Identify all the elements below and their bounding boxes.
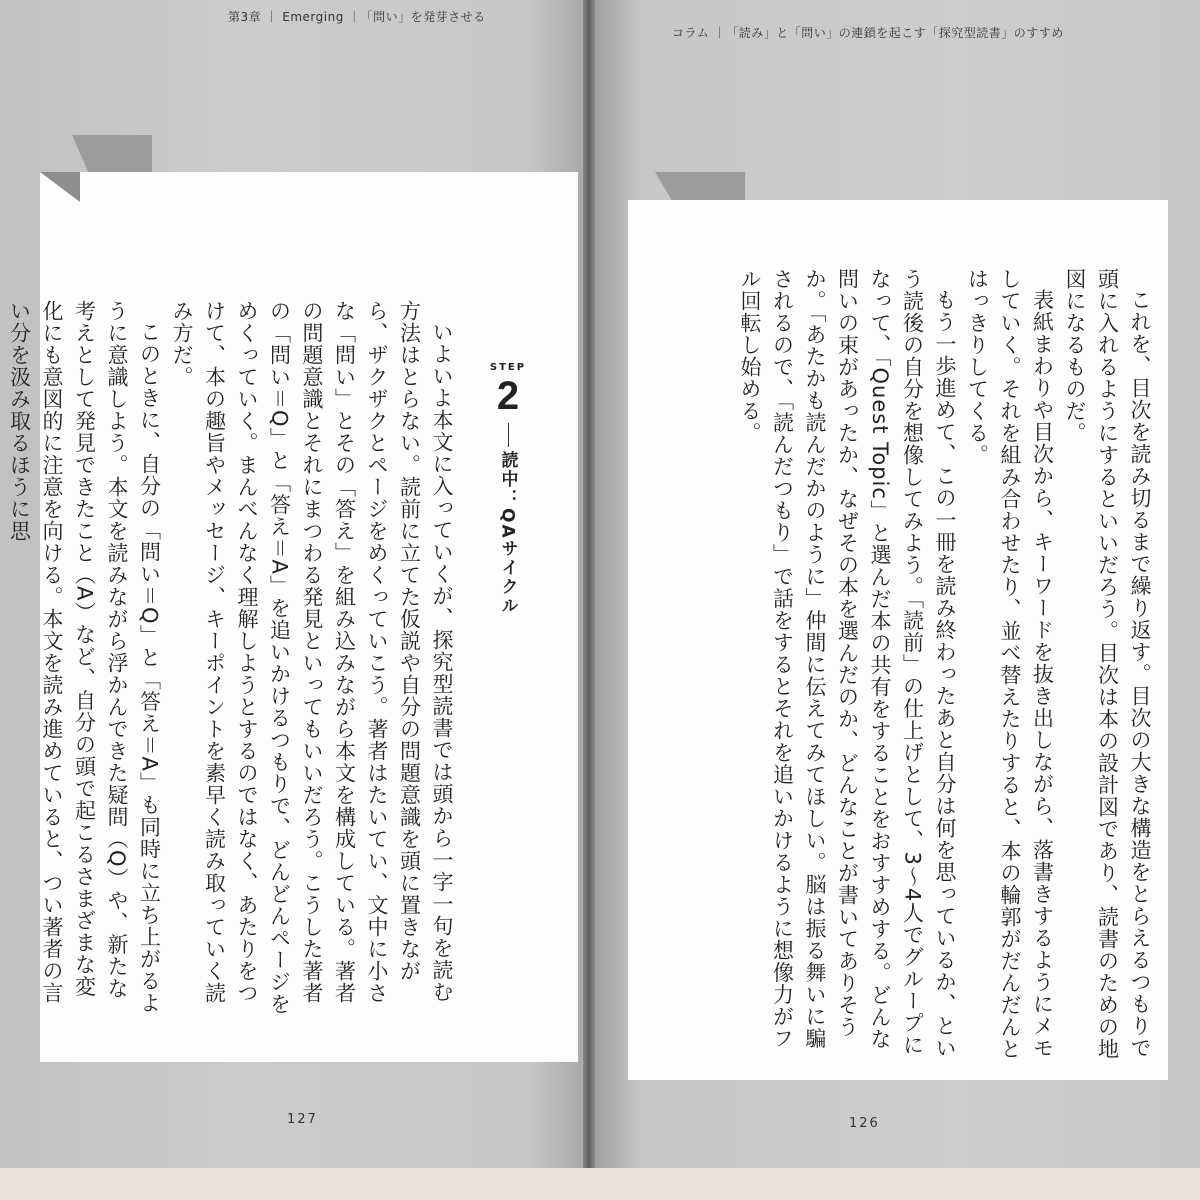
step-number: 2 [496,374,520,418]
paragraph: もう一歩進めて、この一冊を読み終わったあと自分は何を思っているか、という読後の自分を想像してみよう。「読前」の仕上げとして、3〜4人でグループになって、「Quest Topic」と選んだ本の共有をすることをおすすめする。どんな問いの束があったか、なぜその本を選んだのか、どんなことが書いてありそうか。「あたかも読んだかのように」仲間に伝えてみてほしい。脳は振る舞いに騙されるので、「読んだつもり」で話をするとそれを追いかけるように想像力がフル回転し始める。 [738,268,957,1059]
table-surface [0,1168,1200,1200]
step-divider [508,423,509,447]
right-running-header: コラム ｜「読み」と「問い」の連鎖を起こす「探究型読書」のすすめ [672,26,1064,40]
right-body-text [706,268,1156,1068]
book-spine [583,0,595,1178]
left-page-number: 127 [287,1112,318,1127]
right-page-number: 126 [849,1116,880,1131]
left-running-header: 第3章 ｜ Emerging ｜「問い」を発芽させる [228,10,486,24]
left-body-text [7,300,458,1015]
paragraph: このときに、自分の「問い＝Q」と「答え＝A」も同時に立ち上がるように意識しよう。本文を読みながら浮かんできた疑問（Q）や、新たな考えとして発見できたこと（A）など、自分の頭で起こるさまざまな変化にも意図的に注意を向ける。本文を読み進めていると、つい著者の言い分を汲み取るほうに思 [7,300,162,1014]
paragraph: これを、目次を読み切るまで繰り返す。目次の大きな構造をとらえるつもりで頭に入れるようにするといいだろう。目次は本の設計図であり、読書のための地図になるものだ。 [1063,268,1152,1060]
paragraph: 表紙まわりや目次から、キーワードを抜き出しながら、落書きするようにメモしていく。それを組み合わせたり、並べ替えたりすると、本の輪郭がだんだんとはっきりしてくる。 [965,268,1055,1060]
paragraph: いよいよ本文に入っていくが、探究型読書では頭から一字一句を読む方法はとらない。読前に立てた仮説や自分の問題意識を頭に置きながら、ザクザクとページをめくっていこう。著者はたいてい、文中に小さな「問い」とその「答え」を組み込みながら本文を構成している。著者の問題意識とそれにまつわる発見といってもいいだろう。こうした著者の「問い＝Q」と「答え＝A」を追いかけるつもりで、どんどんページをめくっていく。まんべんなく理解しようとするのではなく、あたりをつけて、本の趣旨やメッセージ、キーポイントを素早く読み取っていく読み方だ。 [170,300,454,1015]
step-title: 読中：QAサイクル [497,451,518,616]
step-label: STEP [489,362,527,373]
step-heading [488,362,528,616]
